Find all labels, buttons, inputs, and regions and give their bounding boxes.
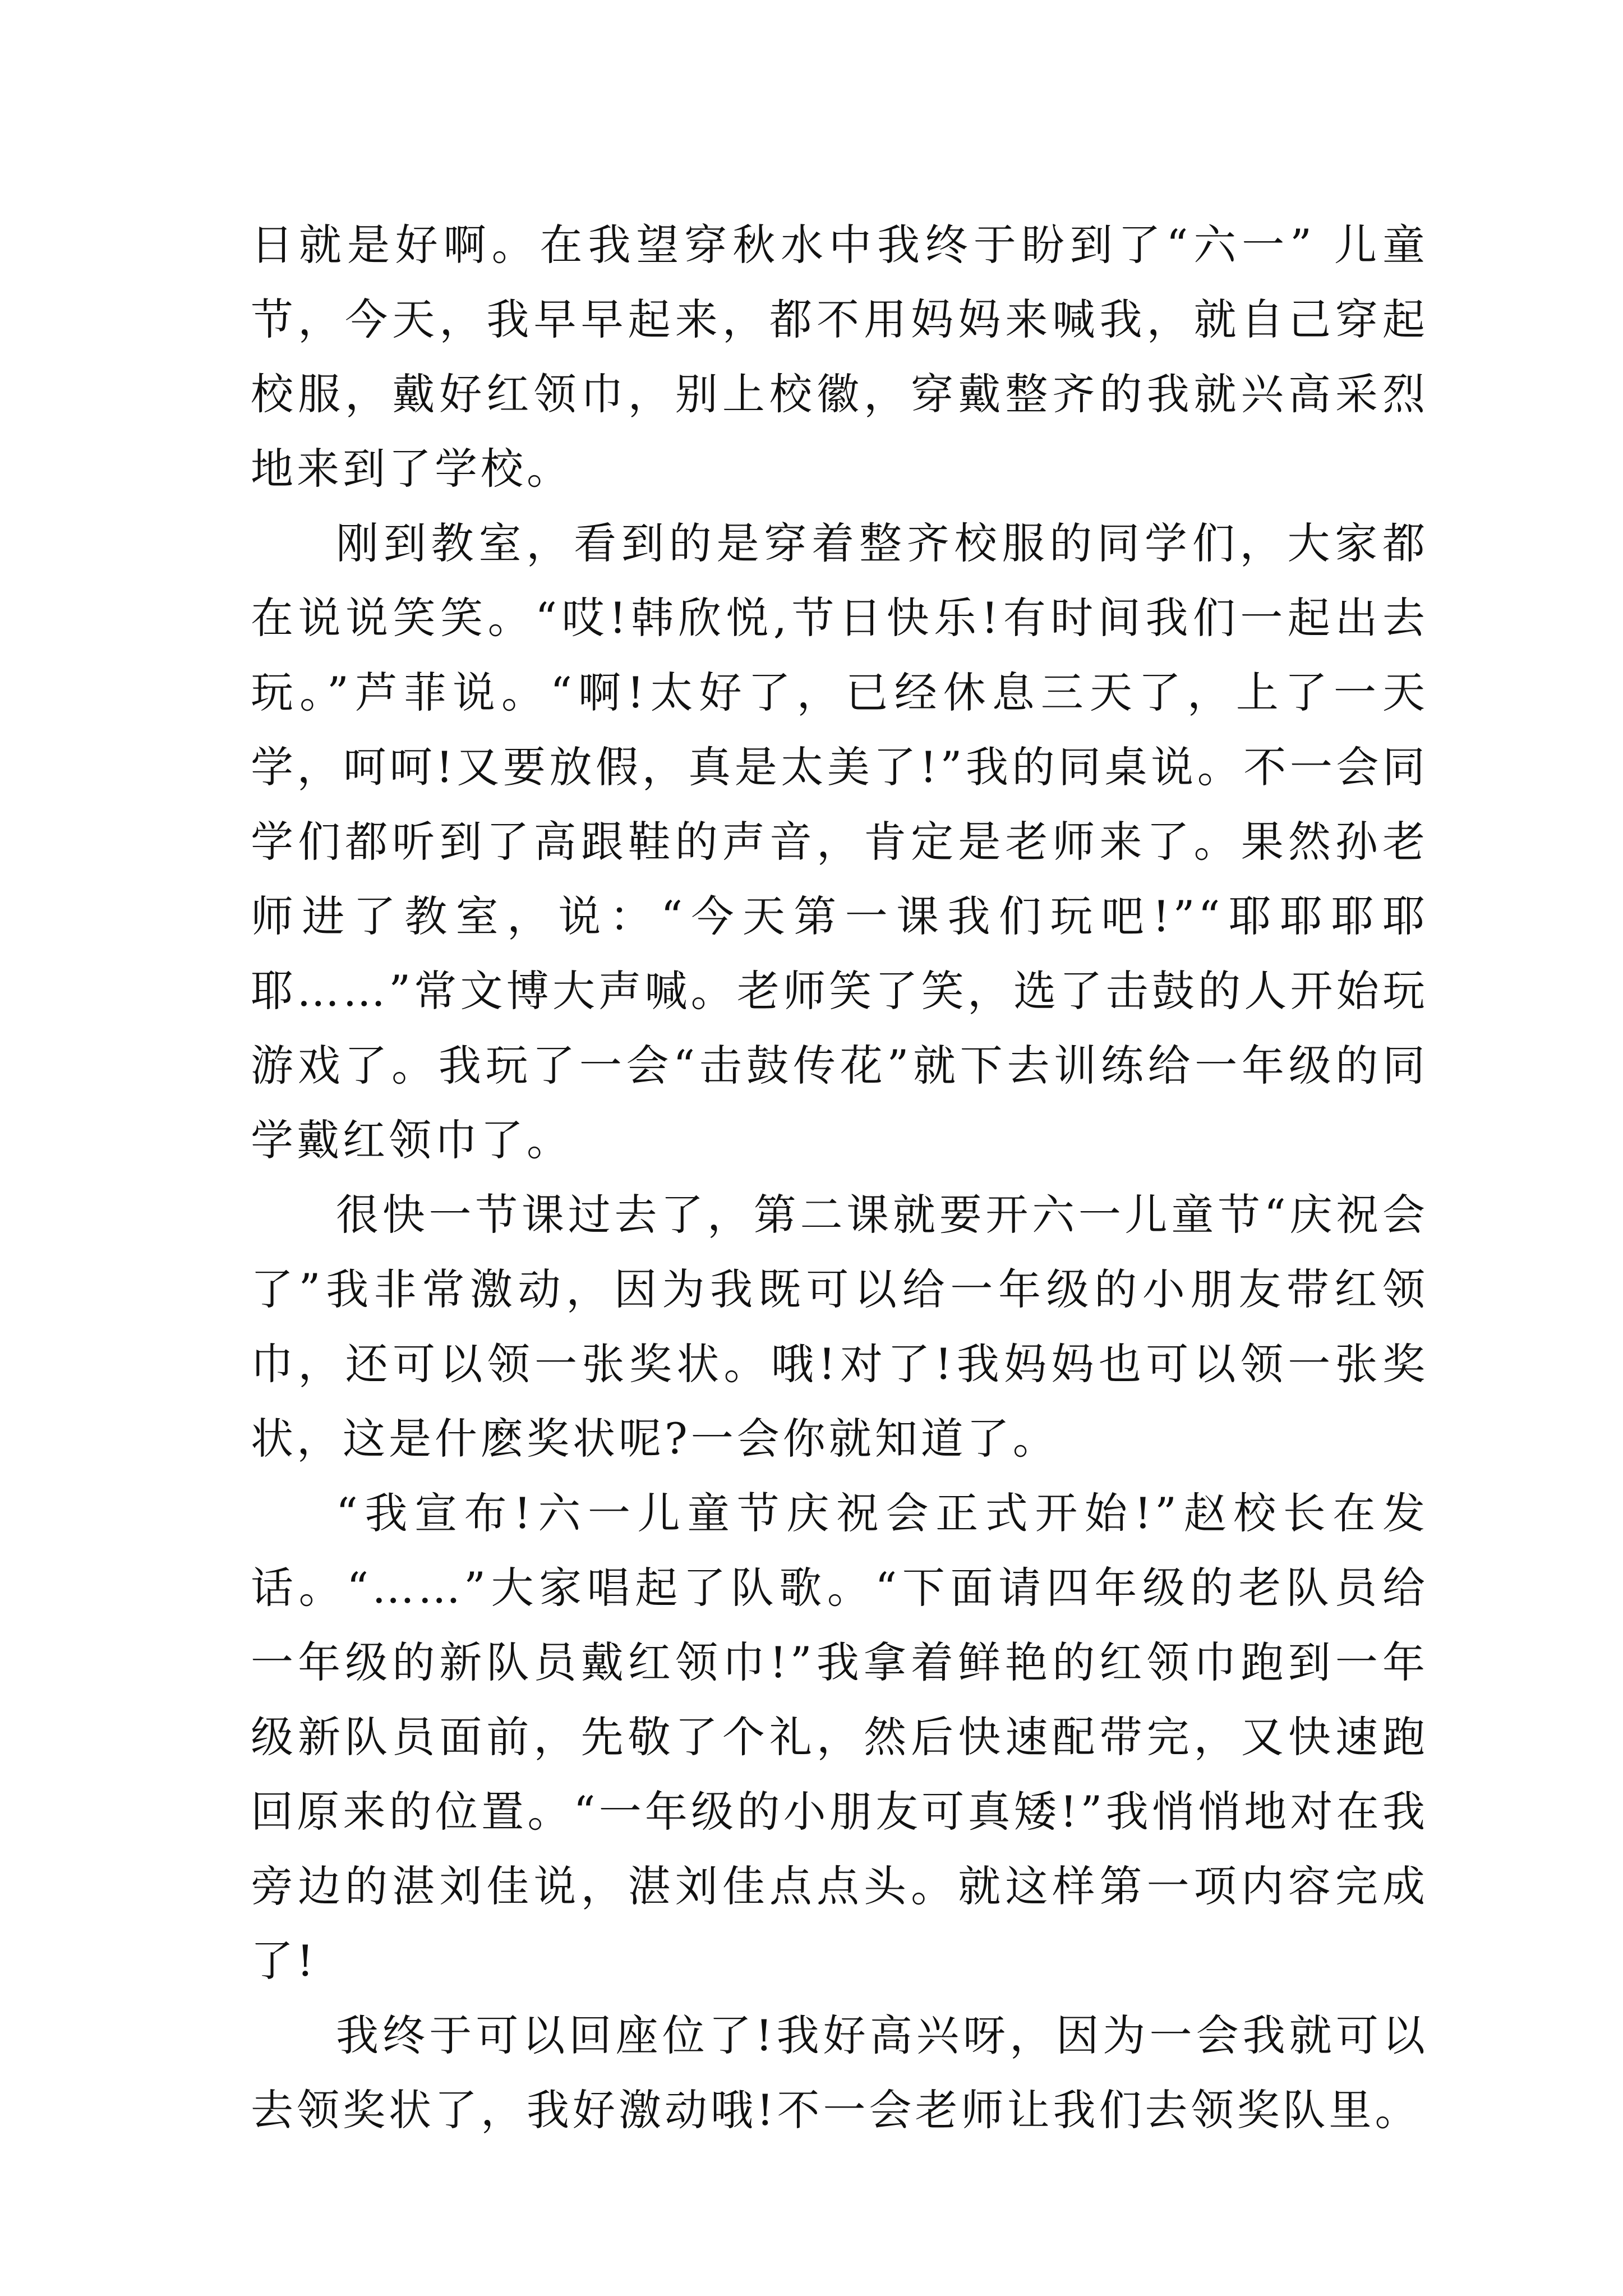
paragraph-2: 刚到教室，看到的是穿着整齐校服的同学们，大家都在说说笑笑。“哎!韩欣悦,节日快乐!有时间我们一起出去玩。”芦菲说。“啊!太好了，已经休息三天了，上了一天学，呵呵!又要放假，真是太美了!”我的同桌说。不一会同学们都听到了高跟鞋的声音，肯定是老师来了。果然孙老师进了教室，说：“今天第一课我们玩吧!”“耶耶耶耶耶……”常文博大声喊。老师笑了笑，选了击鼓的人开始玩游戏了。我玩了一会“击鼓传花”就下去训练给一年级的同学戴红领巾了。 — [251, 518, 1428, 1165]
paragraph-5: 我终于可以回座位了!我好高兴呀，因为一会我就可以去领奖状了，我好激动哦!不一会老师让我们去领奖队里。 — [251, 2010, 1428, 2135]
paragraph-3: 很快一节课过去了，第二课就要开六一儿童节“庆祝会了”我非常激动，因为我既可以给一年级的小朋友带红领巾，还可以领一张奖状。哦!对了!我妈妈也可以领一张奖状，这是什麽奖状呢?一会你就知道了。 — [251, 1190, 1428, 1464]
document-body — [251, 208, 1428, 2147]
paragraph-1: 日就是好啊。在我望穿秋水中我终于盼到了“六一” 儿童节，今天，我早早起来，都不用妈妈来喊我，就自己穿起校服，戴好红领巾，别上校徽，穿戴整齐的我就兴高采烈地来到了学校。 — [251, 220, 1428, 494]
paragraph-4: “我宣布!六一儿童节庆祝会正式开始!”赵校长在发话。“……”大家唱起了队歌。“下面请四年级的老队员给一年级的新队员戴红领巾!”我拿着鲜艳的红领巾跑到一年级新队员面前，先敬了个礼，然后快速配带完，又快速跑回原来的位置。“一年级的小朋友可真矮!”我悄悄地对在我旁边的湛刘佳说，湛刘佳点点头。就这样第一项内容完成了! — [251, 1488, 1428, 1986]
